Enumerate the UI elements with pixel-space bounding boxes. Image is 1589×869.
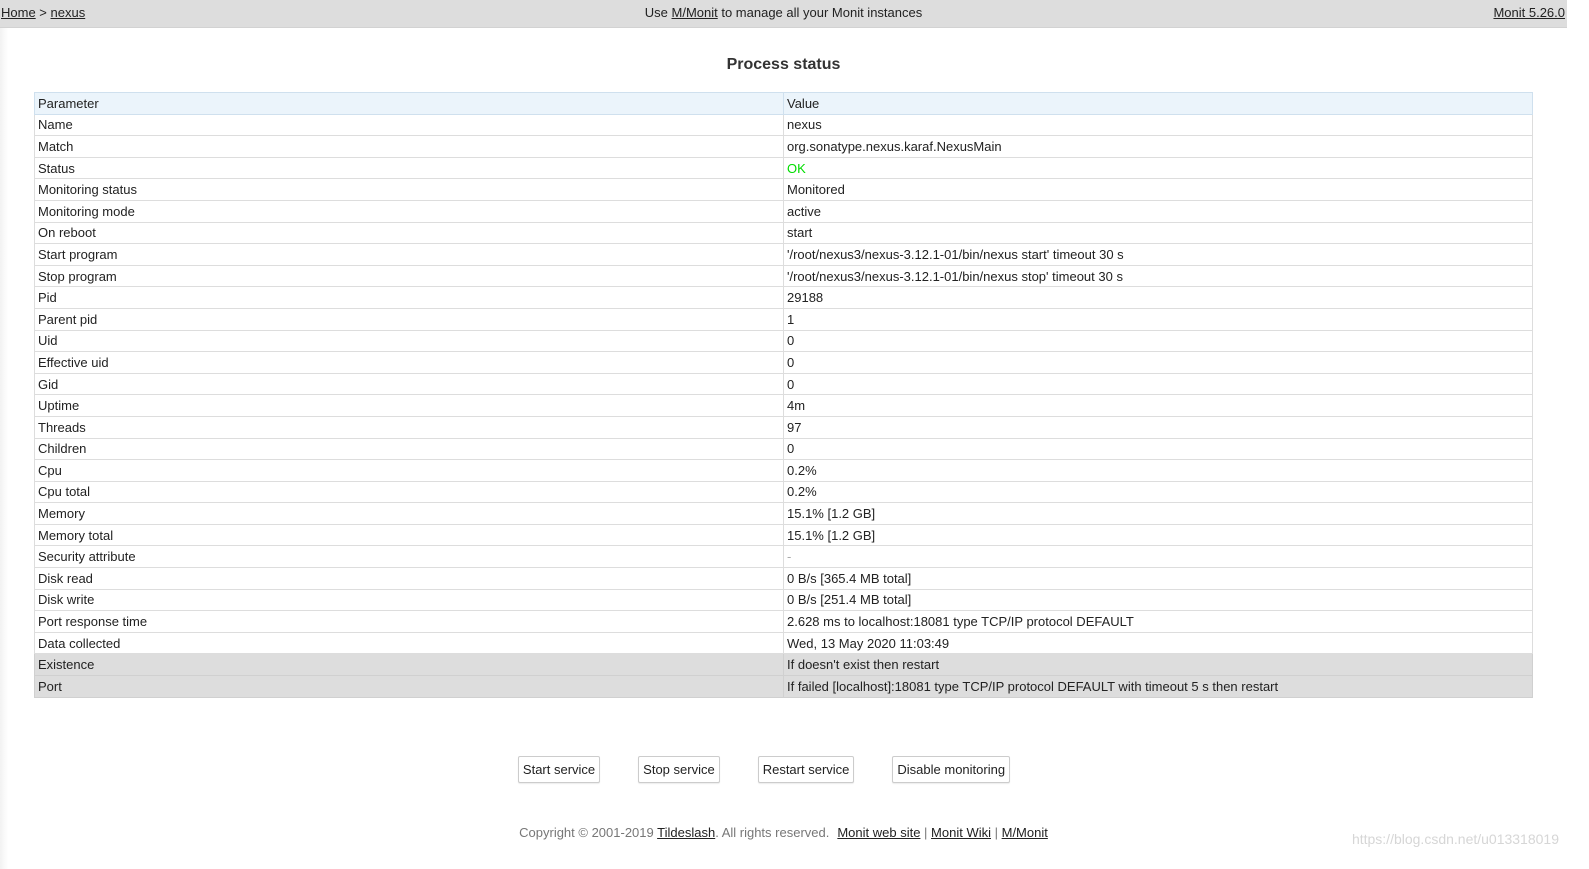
footer-separator: | xyxy=(991,825,1002,840)
watermark: https://blog.csdn.net/u013318019 xyxy=(1351,831,1559,847)
parameter-cell: Start program xyxy=(35,244,784,266)
restart-service-button[interactable]: Restart service xyxy=(758,756,855,783)
value-cell: 29188 xyxy=(784,287,1533,309)
parameter-cell: Match xyxy=(35,136,784,158)
parameter-cell: Uptime xyxy=(35,395,784,417)
parameter-cell: Disk write xyxy=(35,589,784,611)
table-row xyxy=(35,330,1533,352)
table-row xyxy=(35,460,1533,482)
table-row xyxy=(35,373,1533,395)
table-row xyxy=(35,416,1533,438)
value-cell: 97 xyxy=(784,416,1533,438)
value-cell: '/root/nexus3/nexus-3.12.1-01/bin/nexus stop' timeout 30 s xyxy=(784,265,1533,287)
value-cell: 0.2% xyxy=(784,481,1533,503)
parameter-cell: Uid xyxy=(35,330,784,352)
parameter-cell: Children xyxy=(35,438,784,460)
breadcrumb-separator: > xyxy=(35,5,51,20)
value-cell: nexus xyxy=(784,114,1533,136)
value-cell: start xyxy=(784,222,1533,244)
value-cell: 15.1% [1.2 GB] xyxy=(784,503,1533,525)
parameter-cell: Name xyxy=(35,114,784,136)
parameter-cell: Memory xyxy=(35,503,784,525)
version-area xyxy=(1493,5,1565,20)
value-cell: - xyxy=(784,546,1533,568)
tildeslash-link[interactable]: Tildeslash xyxy=(657,825,716,840)
footer xyxy=(0,825,1567,840)
value-cell: If doesn't exist then restart xyxy=(784,654,1533,676)
version-link[interactable]: Monit 5.26.0 xyxy=(1493,5,1565,20)
table-row xyxy=(35,136,1533,158)
parameter-cell: Disk read xyxy=(35,568,784,590)
parameter-cell: Parent pid xyxy=(35,308,784,330)
copyright-prefix: Copyright © 2001-2019 xyxy=(519,825,658,840)
table-body xyxy=(35,114,1533,697)
action-buttons xyxy=(0,756,1528,783)
table-row xyxy=(35,589,1533,611)
parameter-cell: Monitoring status xyxy=(35,179,784,201)
monit-wiki-link[interactable]: Monit Wiki xyxy=(931,825,991,840)
table-row xyxy=(35,611,1533,633)
value-cell: 0 xyxy=(784,352,1533,374)
table-row xyxy=(35,524,1533,546)
rule-row xyxy=(35,654,1533,676)
value-cell: active xyxy=(784,200,1533,222)
value-cell: 0 B/s [365.4 MB total] xyxy=(784,568,1533,590)
disable-monitoring-button[interactable]: Disable monitoring xyxy=(892,756,1010,783)
parameter-cell: Stop program xyxy=(35,265,784,287)
table-row xyxy=(35,503,1533,525)
parameter-cell: Memory total xyxy=(35,524,784,546)
table-row xyxy=(35,222,1533,244)
column-header-value: Value xyxy=(784,93,1533,115)
table-row xyxy=(35,265,1533,287)
parameter-cell: Effective uid xyxy=(35,352,784,374)
table-row xyxy=(35,481,1533,503)
parameter-cell: Cpu total xyxy=(35,481,784,503)
table-row xyxy=(35,244,1533,266)
process-status-table xyxy=(34,92,1533,698)
top-bar xyxy=(0,0,1567,28)
table-row xyxy=(35,157,1533,179)
parameter-cell: Security attribute xyxy=(35,546,784,568)
value-cell: 0 B/s [251.4 MB total] xyxy=(784,589,1533,611)
table-row xyxy=(35,179,1533,201)
stop-service-button[interactable]: Stop service xyxy=(638,756,720,783)
table-row xyxy=(35,114,1533,136)
value-cell: org.sonatype.nexus.karaf.NexusMain xyxy=(784,136,1533,158)
table-row xyxy=(35,395,1533,417)
footer-separator: | xyxy=(920,825,932,840)
column-header-parameter: Parameter xyxy=(35,93,784,115)
value-cell: 15.1% [1.2 GB] xyxy=(784,524,1533,546)
rule-row xyxy=(35,676,1533,698)
table-header-row xyxy=(35,93,1533,115)
table-row xyxy=(35,200,1533,222)
breadcrumb-service-link[interactable]: nexus xyxy=(50,5,86,20)
value-cell: 2.628 ms to localhost:18081 type TCP/IP protocol DEFAULT xyxy=(784,611,1533,633)
page-title: Process status xyxy=(726,56,841,73)
parameter-cell: Threads xyxy=(35,416,784,438)
footer-mmonit-link[interactable]: M/Monit xyxy=(1001,825,1048,840)
parameter-cell: On reboot xyxy=(35,222,784,244)
parameter-cell: Data collected xyxy=(35,632,784,654)
parameter-cell: Status xyxy=(35,157,784,179)
value-cell: '/root/nexus3/nexus-3.12.1-01/bin/nexus start' timeout 30 s xyxy=(784,244,1533,266)
value-cell: 0 xyxy=(784,438,1533,460)
value-cell: 0 xyxy=(784,330,1533,352)
table-row xyxy=(35,352,1533,374)
table-row xyxy=(35,438,1533,460)
table-row xyxy=(35,308,1533,330)
value-cell: OK xyxy=(784,157,1533,179)
parameter-cell: Pid xyxy=(35,287,784,309)
parameter-cell: Port xyxy=(35,676,784,698)
table-row xyxy=(35,287,1533,309)
start-service-button[interactable]: Start service xyxy=(518,756,600,783)
value-cell: 0 xyxy=(784,373,1533,395)
value-cell: 4m xyxy=(784,395,1533,417)
value-cell: 0.2% xyxy=(784,460,1533,482)
value-cell: Monitored xyxy=(784,179,1533,201)
mmonit-link[interactable]: M/Monit xyxy=(671,5,718,20)
table-row xyxy=(35,546,1533,568)
value-cell: If failed [localhost]:18081 type TCP/IP protocol DEFAULT with timeout 5 s then restart xyxy=(784,676,1533,698)
mmonit-promo xyxy=(0,5,1567,20)
parameter-cell: Monitoring mode xyxy=(35,200,784,222)
breadcrumb-home-link[interactable]: Home xyxy=(1,5,36,20)
promo-prefix: Use xyxy=(644,5,672,20)
parameter-cell: Port response time xyxy=(35,611,784,633)
monit-website-link[interactable]: Monit web site xyxy=(837,825,921,840)
value-cell: Wed, 13 May 2020 11:03:49 xyxy=(784,632,1533,654)
table-row xyxy=(35,632,1533,654)
parameter-cell: Cpu xyxy=(35,460,784,482)
value-cell: 1 xyxy=(784,308,1533,330)
rights-text: . All rights reserved. xyxy=(715,825,830,840)
promo-suffix: to manage all your Monit instances xyxy=(717,5,923,20)
table-row xyxy=(35,568,1533,590)
left-shadow xyxy=(0,28,8,869)
parameter-cell: Existence xyxy=(35,654,784,676)
parameter-cell: Gid xyxy=(35,373,784,395)
